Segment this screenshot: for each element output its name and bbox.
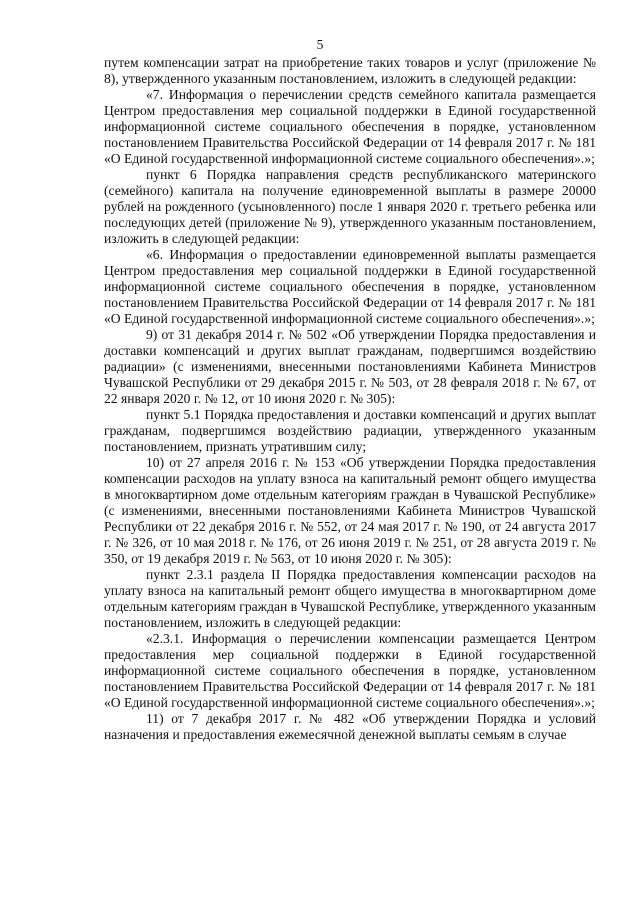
paragraph: путем компенсации затрат на приобретение таких товаров и услуг (приложение № 8), утвержденного указанным постановлением, изложить в следующей редакции:	[104, 55, 596, 86]
paragraph: пункт 5.1 Порядка предоставления и доставки компенсаций и других выплат гражданам, подвергшимся воздействию радиации, утвержденного указанным постановлением, признать утратившим силу;	[104, 407, 596, 454]
paragraph: 10) от 27 апреля 2016 г. № 153 «Об утверждении Порядка предоставления компенсации расходов на уплату взноса на капитальный ремонт общего имущества в многоквартирном доме отдельным категориям граждан в Чувашской Республике» (с изменениями, внесенными постановлениями Кабинета Министров Чувашской Республики от 22 декабря 2016 г. № 552, от 24 мая 2017 г. № 190, от 24 августа 2017 г. № 326, от 10 мая 2018 г. № 176, от 26 июня 2019 г. № 251, от 28 августа 2019 г. № 350, от 19 декабря 2019 г. № 563, от 10 июня 2020 г. № 305):	[104, 455, 596, 566]
paragraph: 11) от 7 декабря 2017 г. № 482 «Об утверждении Порядка и условий назначения и предоставления ежемесячной денежной выплаты семьям в случае	[104, 711, 596, 742]
paragraph: «6. Информация о предоставлении единовременной выплаты размещается Центром предоставления мер социальной поддержки в Единой государственной информационной системе социального обеспечения в порядке, установленном постановлением Правительства Российской Федерации от 14 февраля 2017 г. № 181 «О Единой государственной информационной системе социального обеспечения».»;	[104, 247, 596, 326]
paragraph: «2.3.1. Информация о перечислении компенсации размещается Центром предоставления мер социальной поддержки в Единой государственной информационной системе социального обеспечения в порядке, установленном постановлением Правительства Российской Федерации от 14 февраля 2017 г. № 181 «О Единой государственной информационной системе социального обеспечения».»;	[104, 631, 596, 710]
paragraph: пункт 2.3.1 раздела II Порядка предоставления компенсации расходов на уплату взноса на капитальный ремонт общего имущества в многоквартирном доме отдельным категориям граждан в Чувашской Республике, утвержденного указанным постановлением, изложить в следующей редакции:	[104, 567, 596, 630]
page-number: 5	[316, 37, 324, 52]
document-body	[104, 55, 596, 743]
paragraph: 9) от 31 декабря 2014 г. № 502 «Об утверждении Порядка предоставления и доставки компенсаций и других выплат гражданам, подвергшимся воздействию радиации» (с изменениями, внесенными постановлениями Кабинета Министров Чувашской Республики от 29 декабря 2015 г. № 503, от 28 февраля 2018 г. № 67, от 22 января 2020 г. № 12, от 10 июня 2020 г. № 305):	[104, 327, 596, 406]
paragraph: пункт 6 Порядка направления средств республиканского материнского (семейного) капитала на получение единовременной выплаты в размере 20000 рублей на рожденного (усыновленного) после 1 января 2020 г. третьего ребенка или последующих детей (приложение № 9), утвержденного указанным постановлением, изложить в следующей редакции:	[104, 167, 596, 246]
paragraph: «7. Информация о перечислении средств семейного капитала размещается Центром предоставления мер социальной поддержки в Единой государственной информационной системе социального обеспечения в порядке, установленном постановлением Правительства Российской Федерации от 14 февраля 2017 г. № 181 «О Единой государственной информационной системе социального обеспечения».»;	[104, 87, 596, 166]
